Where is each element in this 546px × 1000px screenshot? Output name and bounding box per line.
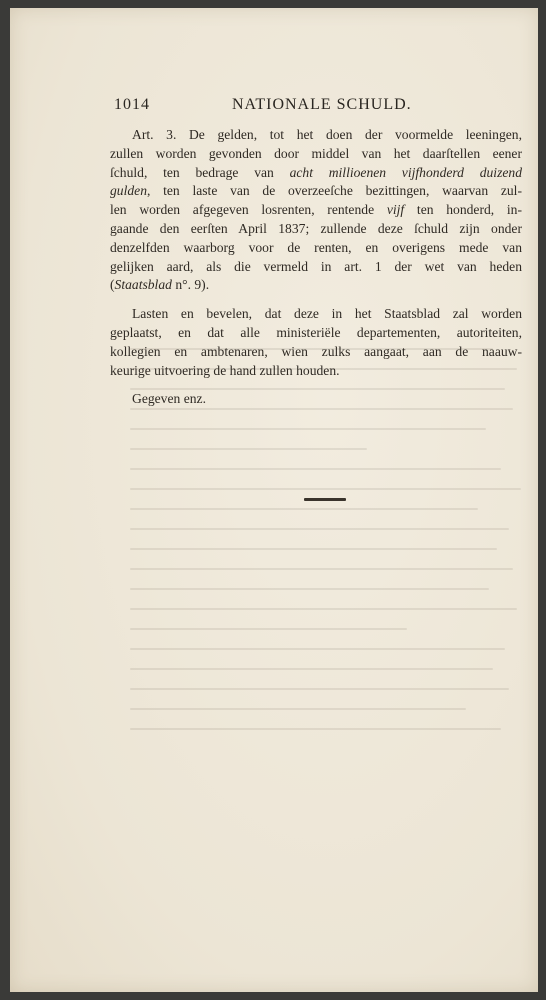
text-line: zullen worden gevonden door middel van het daarſtellen eener <box>110 145 522 161</box>
article-3-paragraph <box>110 126 522 295</box>
text-line: denzelfden waarborg voor de renten, en overigens mede van <box>110 239 522 255</box>
closing-line: Gegeven enz. <box>132 391 206 407</box>
text-line: (Staatsblad n°. 9). <box>110 277 210 293</box>
text-line: gulden, ten laste van de overzeeſche bezittingen, waarvan zul- <box>110 183 522 199</box>
amount-italic: acht millioenen vijfhonderd duizend <box>289 164 522 180</box>
rate-italic: vijf <box>386 202 405 218</box>
text-line: gaande den eerſten April 1837; zullende deze ſchuld zijn onder <box>110 220 522 236</box>
text-line: geplaatst, en dat alle ministeriële departementen, autoriteiten, <box>110 324 522 340</box>
text-line: gelijken aard, als die vermeld in art. 1 der wet van heden <box>110 258 522 274</box>
lasten-paragraph <box>110 305 522 380</box>
text-line: keurige uitvoering de hand zullen houden. <box>110 362 340 378</box>
currency-italic: gulden <box>110 183 147 199</box>
body-text <box>110 126 522 409</box>
text-line: Art. 3. De gelden, tot het doen der voormelde leeningen, <box>132 127 522 142</box>
text-line: Lasten en bevelen, dat deze in het Staatsblad zal worden <box>132 306 522 322</box>
end-rule <box>304 498 346 501</box>
page-number: 1014 <box>114 96 150 113</box>
running-title: NATIONALE SCHULD. <box>232 96 412 113</box>
text-line: kollegien en ambtenaren, wien zulks aangaat, aan de naauw- <box>110 343 522 359</box>
book-page <box>10 8 538 992</box>
text-line: len worden afgegeven losrenten, rentende vijf ten honderd, in- <box>110 202 522 218</box>
page-header <box>114 96 524 116</box>
staatsblad-italic: Staatsblad <box>114 277 172 293</box>
show-through-text <box>130 348 525 798</box>
text-line: ſchuld, ten bedrage van acht millioenen vijfhonderd duizend <box>110 164 522 180</box>
